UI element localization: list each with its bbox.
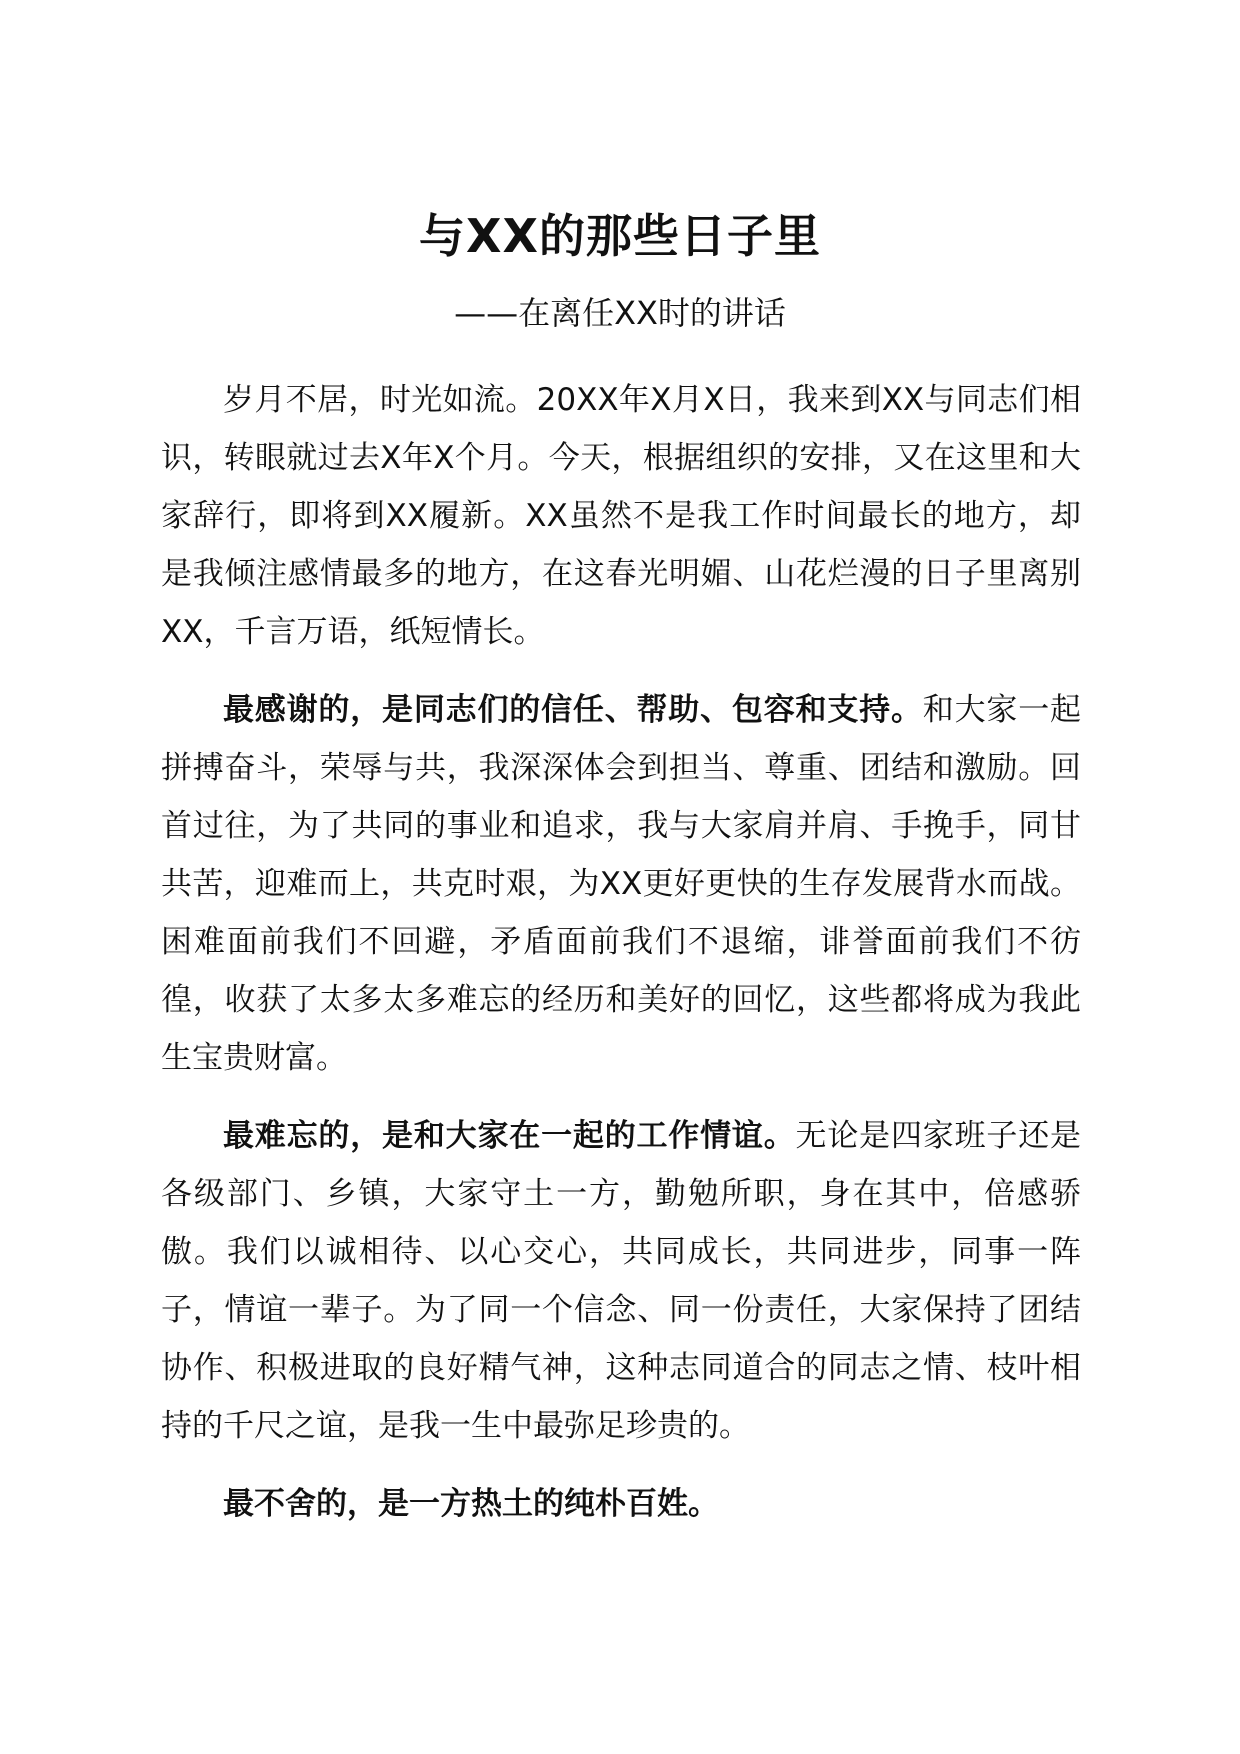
paragraph-text: 岁月不居，时光如流。20XX年X月X日，我来到XX与同志们相识，转眼就过去X年X个月。今天，根据组织的安排，又在这里和大家辞行，即将到XX履新。XX虽然不是我工作时间最长的地方，却是我倾注感情最多的地方，在这春光明媚、山花烂漫的日子里离别XX，千言万语，纸短情长。: [161, 382, 1081, 650]
paragraph: [161, 1475, 1081, 1533]
document-body: [161, 371, 1081, 1553]
document-title: 与XX的那些日子里: [419, 209, 821, 263]
paragraph-lead: 最难忘的，是和大家在一起的工作情谊。: [223, 1118, 796, 1154]
paragraph: [161, 681, 1081, 1087]
paragraph: [161, 371, 1081, 661]
paragraph-lead: 最感谢的，是同志们的信任、帮助、包容和支持。: [223, 692, 923, 728]
paragraph-text: 无论是四家班子还是各级部门、乡镇，大家守土一方，勤勉所职，身在其中，倍感骄傲。我们以诚相待、以心交心，共同成长，共同进步，同事一阵子，情谊一辈子。为了同一个信念、同一份责任，大家保持了团结协作、积极进取的良好精气神，这种志同道合的同志之情、枝叶相持的千尺之谊，是我一生中最弥足珍贵的。: [161, 1118, 1082, 1444]
paragraph-text: 和大家一起拼搏奋斗，荣辱与共，我深深体会到担当、尊重、团结和激励。回首过往，为了共同的事业和追求，我与大家肩并肩、手挽手，同甘共苦，迎难而上，共克时艰，为XX更好更快的生存发展背水而战。困难面前我们不回避，矛盾面前我们不退缩，诽誉面前我们不彷徨，收获了太多太多难忘的经历和美好的回忆，这些都将成为我此生宝贵财富。: [161, 692, 1082, 1076]
paragraph-lead: 最不舍的，是一方热土的纯朴百姓。: [223, 1486, 719, 1522]
document-subtitle: ——在离任XX时的讲话: [454, 294, 786, 332]
paragraph: [161, 1107, 1081, 1455]
